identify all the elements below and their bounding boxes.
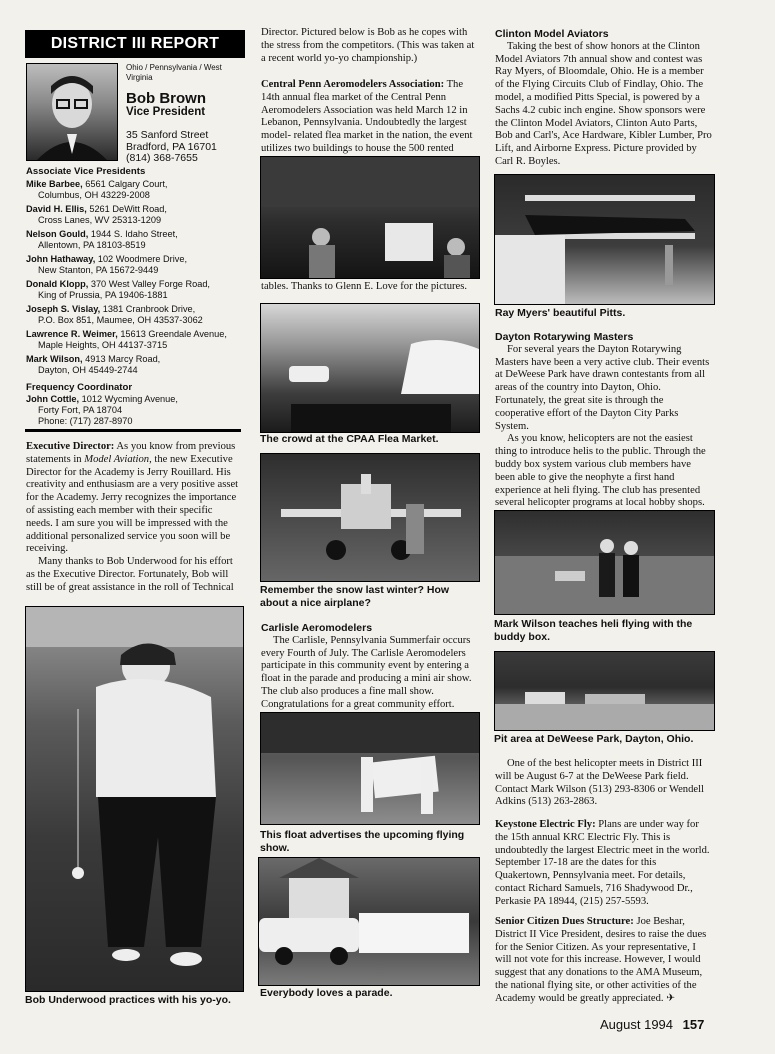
heli-meet-paragraph: One of the best helicopter meets in District III will be August 6-7 at the DeWeese Park field. Contact Mark Wilson (513) 293-8306 or Wendell Adkins (513) 263-2863.: [495, 758, 704, 808]
portrait-icon: [27, 64, 117, 160]
vp-address-line1: 35 Sanford Street: [126, 129, 209, 141]
clinton-heading: Clinton Model Aviators: [495, 28, 609, 40]
exec-director-text-em: Model Aviation,: [84, 453, 152, 465]
crowd-caption: The crowd at the CPAA Flea Market.: [260, 433, 439, 445]
snow-parking-photo: [260, 303, 480, 433]
associate-vp-street: 15613 Greendale Avenue,: [120, 329, 227, 339]
yoyo-photo-caption: Bob Underwood practices with his yo-yo.: [25, 994, 231, 1006]
pit-area-photo: [494, 651, 715, 731]
associate-vp-street: 1381 Cranbrook Drive,: [102, 304, 196, 314]
vp-phone: (814) 368-7655: [126, 152, 198, 164]
snow-cars-icon: [261, 304, 479, 432]
frequency-coordinator-entry: [26, 394, 241, 427]
dayton-text-p1: For several years the Dayton Rotarywing Masters have been a very active club. Their events at DeWeese Park have drawn contestants from all areas of the country into Dayton, Ohio. Fortunately, the great site is through the cooperative effort of the Dayton City Parks System.: [495, 343, 710, 432]
associate-vp-city: New Stanton, PA 15672-9449: [38, 265, 159, 275]
associate-vp-entry: [26, 329, 241, 351]
associate-vp-entry: [26, 179, 241, 201]
vp-name: Bob Brown: [126, 90, 206, 107]
associate-vp-street: 102 Woodmere Drive,: [97, 254, 188, 264]
associate-vp-name: Mark Wilson,: [26, 354, 83, 364]
airplane-display-photo: [260, 453, 480, 582]
associate-vp-name: David H. Ellis,: [26, 204, 87, 214]
page-footer: [600, 1017, 704, 1032]
float-photo: [260, 712, 480, 825]
vp-portrait-photo: [26, 63, 118, 161]
clinton-text: Taking the best of show honors at the Clinton Model Aviators 7th annual show and contest was Ray Myers, of Bloomdale, Ohio. He is a member of the Flying Circuits Club of Findlay, Ohio. The model, a modified Pitts Special, is powered by a Sachs 4.2 cubic inch engine. Show sponsors were the Clinton Model Aviators, Clinton Auto Parts, Bob and Carl's, Ace Hardware, Kibler Lumber, Pro Lift, and Airborne Express. Picture provided by Carl R. Boyles.: [495, 40, 712, 167]
associate-vp-city: Cross Lanes, WV 25313-1209: [38, 215, 162, 225]
parade-photo: [258, 857, 480, 986]
cpaa-text: The 14th annual flea market of the Central Penn Aeromodelers Association was held March 12 in Lebanon, Pennsylvania. Undoubtedly the largest model- related flea market in the nation, the event utilizes two buildings to house the 500 rented: [261, 79, 473, 154]
associate-vp-entry: [26, 304, 241, 326]
cpaa-article: [261, 79, 476, 156]
associate-vp-street: 1944 S. Idaho Street,: [90, 229, 178, 239]
exec-director-label: Executive Director:: [26, 441, 115, 452]
exec-director-text-b: the new Executive Director for the Academy is Jerry Rouillard. His creativity and enthusiasm are a very positive asset for the Academy. Jerry recognizes the importance of assisting each member with their specific needs. I am sure you will be impressed with the additional personalized service you soon will be receiving.: [26, 453, 239, 555]
associate-vp-entry: [26, 279, 241, 301]
associate-vp-street: 370 West Valley Forge Road,: [90, 279, 210, 289]
flea-market-photo: [260, 156, 480, 279]
dayton-article: [495, 331, 713, 510]
associate-vp-street: 4913 Marcy Road,: [85, 354, 161, 364]
coord-line2: Forty Fort, PA 18704: [38, 405, 123, 415]
carlisle-heading: Carlisle Aeromodelers: [261, 622, 373, 634]
associate-vp-heading: Associate Vice Presidents: [26, 166, 146, 177]
technical-director-continuation: Director. Pictured below is Bob as he copes with the stress from the competitors. (This was taken at a recent world yo-yo championship.): [261, 27, 475, 64]
associate-vp-name: Lawrence R. Weimer,: [26, 329, 118, 339]
associate-vp-entry: [26, 229, 241, 251]
associate-vp-name: Donald Klopp,: [26, 279, 89, 289]
dayton-text-p2: As you know, helicopters are not the easiest thing to introduce helis to the public. Through the buddy box system various club members have been able to give the neophyte a first hand experience at heli flying. The club has presented several helicopter programs at local hobby shops.: [495, 433, 706, 509]
float-banner-icon: [261, 713, 479, 824]
vp-address: [126, 130, 217, 165]
associate-vp-street: 5261 DeWitt Road,: [89, 204, 167, 214]
pitts-caption: Ray Myers' beautiful Pitts.: [495, 307, 626, 319]
associate-vp-name: Nelson Gould,: [26, 229, 89, 239]
keystone-article: [495, 819, 713, 909]
two-pilots-icon: [495, 511, 714, 614]
heli-buddy-photo: [494, 510, 715, 615]
exec-director-text-p2: Many thanks to Bob Underwood for his effort as the Executive Director. Fortunately, Bob will still be of great assistance in the roll of Technical: [26, 556, 234, 593]
associate-vp-city: Maple Heights, OH 44137-3715: [38, 340, 168, 350]
frequency-coordinator-heading: Frequency Coordinator: [26, 382, 133, 393]
associate-vp-city: P.O. Box 851, Maumee, OH 43537-3062: [38, 315, 203, 325]
heli-caption: Mark Wilson teaches heli flying with the buddy box.: [494, 618, 693, 643]
parade-caption: Everybody loves a parade.: [260, 987, 393, 999]
coord-name: John Cottle,: [26, 394, 80, 404]
biplane-icon: [495, 175, 714, 304]
dayton-heading: Dayton Rotarywing Masters: [495, 331, 634, 343]
clinton-article: [495, 28, 713, 169]
senior-dues-label: Senior Citizen Dues Structure:: [495, 916, 634, 927]
carlisle-article: [261, 622, 476, 712]
associate-vp-entry: [26, 204, 241, 226]
footer-date: August 1994: [600, 1017, 674, 1032]
yoyo-person-icon: [26, 607, 243, 991]
section-banner: [25, 30, 245, 58]
carlisle-text: The Carlisle, Pennsylvania Summerfair occurs every Fourth of July. The Carlisle Aeromodelers participate in this community event by entering a float in the parade and producing a mini air show. The club also produces a fine mall show. Congratulations for a great community effort.: [261, 634, 472, 710]
associate-vp-name: Mike Barbee,: [26, 179, 83, 189]
banner-title: DISTRICT III REPORT: [50, 35, 220, 52]
tables-text: tables. Thanks to Glenn E. Love for the pictures.: [261, 281, 468, 292]
footer-page-number: 157: [682, 1017, 705, 1032]
senior-dues-text: Joe Beshar, District II Vice President, desires to raise the dues for the Senior Citizen. As your representative, I will not vote for this increase. However, I would suggest that any donations to the AMA Museum, the national flying site, or other activities of the Academy would be greatly appreciated.: [495, 916, 707, 1004]
heli-meet-text: [495, 758, 713, 809]
snow-airplane-caption: Remember the snow last winter? How about a nice airplane?: [260, 584, 450, 609]
pitts-photo: [494, 174, 715, 305]
associate-vp-entry: [26, 254, 241, 276]
vp-address-line2: Bradford, PA 16701: [126, 140, 217, 153]
associate-vp-list: [26, 166, 241, 430]
header-bottom-rule: [25, 429, 241, 432]
pit-area-caption: Pit area at DeWeese Park, Dayton, Ohio.: [494, 733, 694, 745]
coord-line1: 1012 Wycming Avenue,: [81, 394, 178, 404]
exec-director-text-a: As you know from previous statements in: [26, 441, 236, 465]
associate-vp-name: Joseph S. Vislay,: [26, 304, 101, 314]
airplane-icon: [261, 454, 479, 581]
cpaa-label: Central Penn Aeromodelers Association:: [261, 79, 445, 90]
associate-vp-city: Columbus, OH 43229-2008: [38, 190, 150, 200]
associate-vp-entry: [26, 354, 241, 376]
yoyo-photo: [25, 606, 244, 992]
keystone-label: Keystone Electric Fly:: [495, 819, 596, 830]
vp-title: Vice President: [126, 106, 206, 118]
parade-float-icon: [259, 858, 479, 985]
associate-vp-city: King of Prussia, PA 19406-1881: [38, 290, 168, 300]
associate-vp-city: Allentown, PA 18103-8519: [38, 240, 146, 250]
senior-dues-article: [495, 916, 713, 1006]
float-caption: This float advertises the upcoming flying show.: [260, 829, 465, 854]
pit-area-icon: [495, 652, 714, 730]
coord-line3: Phone: (717) 287-8970: [38, 416, 133, 426]
associate-vp-city: Dayton, OH 45449-2744: [38, 365, 138, 375]
end-mark-icon: ✈: [666, 992, 676, 1004]
vp-region: Ohio / Pennsylvania / West Virginia: [126, 63, 222, 82]
associate-vp-name: John Hathaway,: [26, 254, 96, 264]
associate-vp-street: 6561 Calgary Court,: [85, 179, 168, 189]
executive-director-article: [26, 441, 241, 595]
keystone-text: Plans are under way for the 15th annual KRC Electric Fly. This is undoubtedly the largest Electric meet in the world. September 17-18 are the dates for this Quakertown, Pennsylvania meet. For details, contact Richard Samuels, 716 Shadywood Dr., Perkasie PA 18944, (215) 257-5593.: [495, 819, 710, 907]
crowd-indoor-icon: [261, 157, 479, 278]
